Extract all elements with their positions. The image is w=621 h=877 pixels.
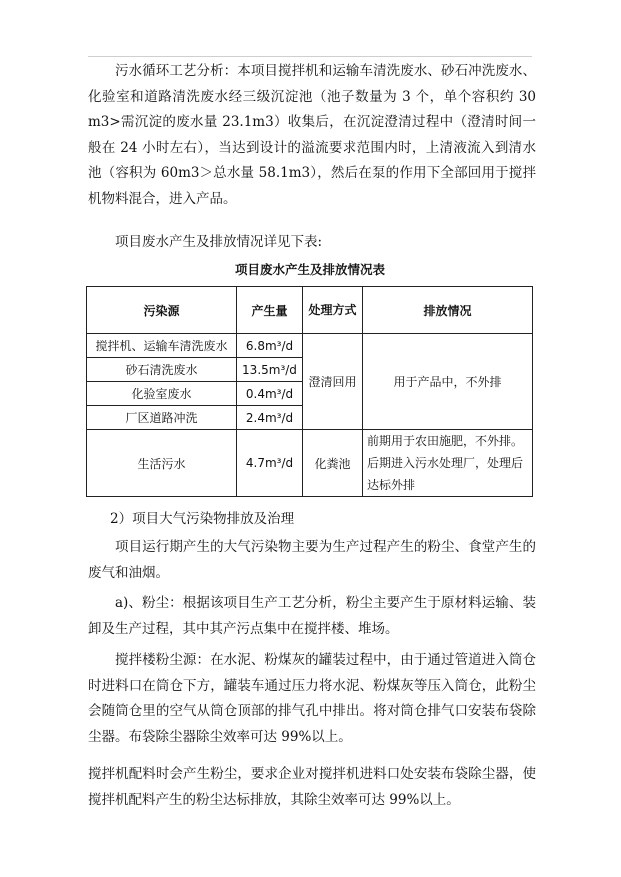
header-source: 污染源 [87,287,237,334]
paragraph-wastewater-cycle: 污水循环工艺分析：本项目搅拌机和运输车清洗废水、砂石冲洗废水、化验室和道路清洗废水经三级沉淀池（池子数量为 3 个，单个容积约 30 m3>需沉淀的废水量 23.1m3）收集后，在沉淀澄清过程中（澄清时间一般在 24 小时左右），当达到设计的溢流要求范围内时，上清液流入到清水池（容积为 60m3＞总水量 58.1m3），然后在泵的作用下全部回用于搅拌机物料混合，进入产品。 [88,63,550,207]
cell-source: 厂区道路冲洗 [87,406,237,430]
cell-source: 生活污水 [87,430,237,497]
header-amount: 产生量 [237,287,303,334]
cell-discharge: 前期用于农田施肥，不外排。后期进入污水处理厂，处理后达标外排 [363,430,533,497]
cell-source: 搅拌机、运输车清洗废水 [87,334,237,358]
cell-source: 砂石清洗废水 [87,358,237,382]
paragraph-mixing-tower: 搅拌楼粉尘源：在水泥、粉煤灰的罐装过程中，由于通过管道进入筒仓时进料口在筒仓下方，罐装车通过压力将水泥、粉煤灰等压入筒仓，此粉尘会随筒仓里的空气从筒仓顶部的排气孔中排出。将对筒仓排气口安装布袋除尘器。布袋除尘器除尘效率可达 99%以上。 [88,652,536,745]
table-caption: 项目废水产生及排放情况表 [234,262,385,277]
header-method: 处理方式 [303,287,363,334]
table-row [87,430,533,497]
header-discharge: 排放情况 [363,287,533,334]
cell-discharge: 用于产品中，不外排 [363,334,533,430]
cell-amount: 0.4m³/d [237,382,303,406]
paragraph-dust: a)、粉尘：根据该项目生产工艺分析，粉尘主要产生于原材料运输、装卸及生产过程，其中其产污点集中在搅拌楼、堆场。 [88,595,536,637]
table-header-row [87,287,533,334]
cell-amount: 2.4m³/d [237,406,303,430]
cell-method: 化粪池 [303,430,363,497]
wastewater-table [86,286,533,497]
section-heading: 2）项目大气污染物排放及治理 [110,511,295,527]
paragraph-mixer: 搅拌机配料时会产生粉尘，要求企业对搅拌机进料口处安装布袋除尘器，使搅拌机配料产生的粉尘达标排放，其除尘效率可达 99%以上。 [88,766,536,808]
table-row [87,334,533,358]
cell-amount: 13.5m³/d [237,358,303,382]
paragraph-table-intro: 项目废水产生及排放情况详见下表: [115,234,323,250]
header-rule [88,56,532,57]
cell-amount: 4.7m³/d [237,430,303,497]
cell-method: 澄清回用 [303,334,363,430]
cell-source: 化验室废水 [87,382,237,406]
paragraph-air-pollution: 项目运行期产生的大气污染物主要为生产过程产生的粉尘、食堂产生的废气和油烟。 [88,539,536,581]
cell-amount: 6.8m³/d [237,334,303,358]
